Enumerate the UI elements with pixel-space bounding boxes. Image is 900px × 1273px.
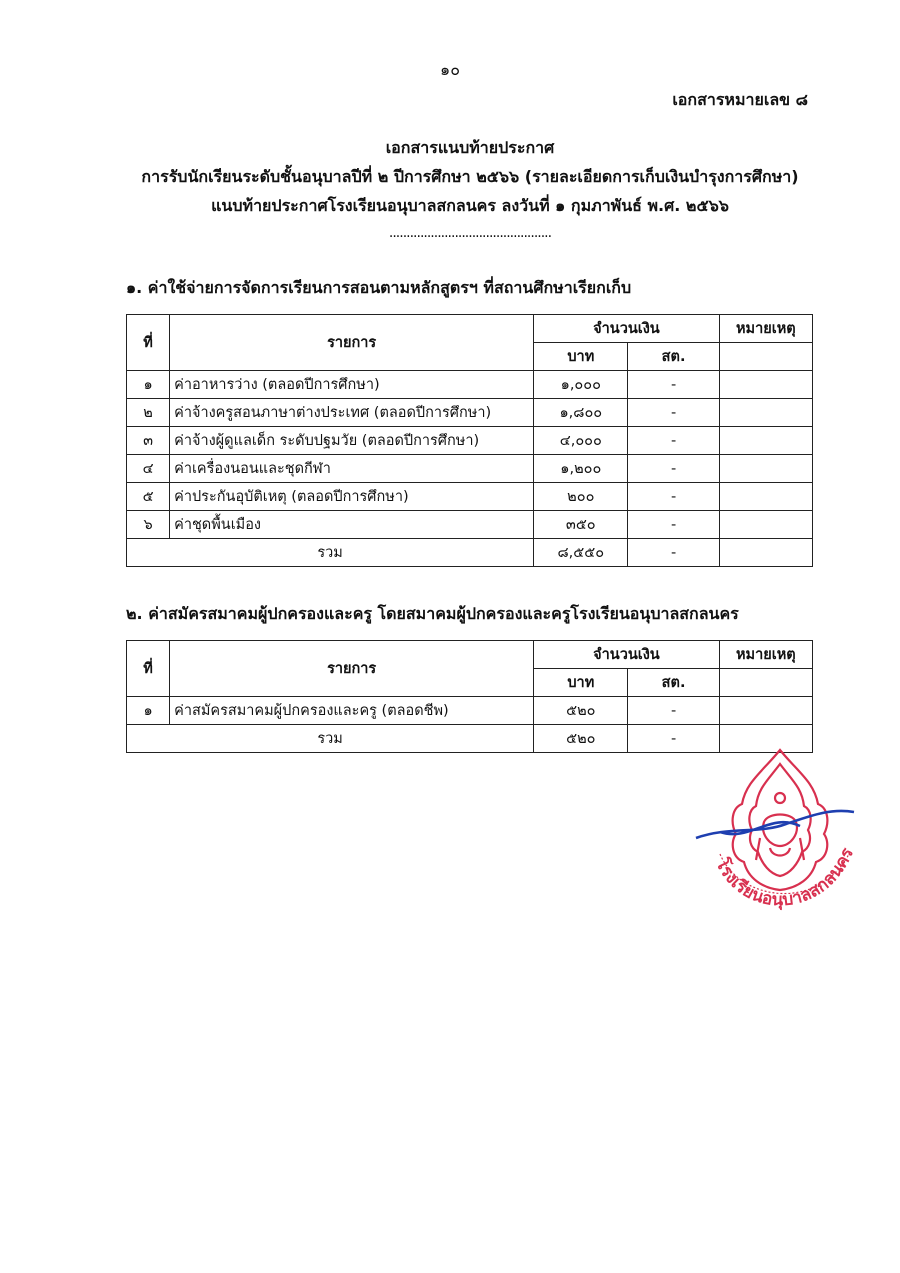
header-baht: บาท <box>534 669 628 697</box>
table-row <box>127 511 813 539</box>
header-baht: บาท <box>534 343 628 371</box>
header-no: ที่ <box>127 641 170 697</box>
row-item: ค่าชุดพื้นเมือง <box>170 511 534 539</box>
header-satang: สต. <box>628 343 719 371</box>
row-number: ๓ <box>127 427 170 455</box>
table-1-total-row <box>127 539 813 567</box>
table-row <box>127 697 813 725</box>
row-satang: - <box>628 483 719 511</box>
row-note <box>719 371 812 399</box>
total-satang: - <box>628 539 719 567</box>
row-note <box>719 511 812 539</box>
header-note-blank <box>719 343 812 371</box>
header-note: หมายเหตุ <box>719 641 812 669</box>
row-baht: ๕๒๐ <box>534 697 628 725</box>
header-amount: จำนวนเงิน <box>534 641 720 669</box>
title-line-1: เอกสารแนบท้ายประกาศ <box>385 138 555 157</box>
table-2-body <box>127 697 813 725</box>
row-baht: ๑,๐๐๐ <box>534 371 628 399</box>
row-item: ค่าอาหารว่าง (ตลอดปีการศึกษา) <box>170 371 534 399</box>
row-number: ๕ <box>127 483 170 511</box>
row-satang: - <box>628 455 719 483</box>
row-item: ค่าสมัครสมาคมผู้ปกครองและครู (ตลอดชีพ) <box>170 697 534 725</box>
table-row <box>127 483 813 511</box>
row-number: ๖ <box>127 511 170 539</box>
row-note <box>719 483 812 511</box>
row-baht: ๑,๘๐๐ <box>534 399 628 427</box>
total-satang: - <box>628 725 719 753</box>
header-item: รายการ <box>170 641 534 697</box>
row-note <box>719 427 812 455</box>
header-note-blank <box>719 669 812 697</box>
header-note: หมายเหตุ <box>719 315 812 343</box>
table-row <box>127 455 813 483</box>
total-label: รวม <box>127 725 534 753</box>
row-baht: ๔,๐๐๐ <box>534 427 628 455</box>
row-number: ๑ <box>127 371 170 399</box>
title-line-2: การรับนักเรียนระดับชั้นอนุบาลปีที่ ๒ ปีการศึกษา ๒๕๖๖ (รายละเอียดการเก็บเงินบำรุงการศึกษา) <box>141 167 799 186</box>
school-seal-stamp <box>690 742 870 932</box>
row-baht: ๒๐๐ <box>534 483 628 511</box>
row-baht: ๑,๒๐๐ <box>534 455 628 483</box>
row-number: ๔ <box>127 455 170 483</box>
row-baht: ๓๕๐ <box>534 511 628 539</box>
row-number: ๒ <box>127 399 170 427</box>
document-number: เอกสารหมายเลข ๘ <box>672 90 808 109</box>
section-1-heading: ๑. ค่าใช้จ่ายการจัดการเรียนการสอนตามหลักสูตรฯ ที่สถานศึกษาเรียกเก็บ <box>126 278 632 297</box>
total-baht: ๕๒๐ <box>534 725 628 753</box>
row-satang: - <box>628 697 719 725</box>
row-item: ค่าจ้างผู้ดูแลเด็ก ระดับปฐมวัย (ตลอดปีการศึกษา) <box>170 427 534 455</box>
table-1-body <box>127 371 813 539</box>
header-satang: สต. <box>628 669 719 697</box>
total-baht: ๘,๕๕๐ <box>534 539 628 567</box>
dotted-separator: ............................................... <box>388 225 552 241</box>
table-row <box>127 399 813 427</box>
total-label: รวม <box>127 539 534 567</box>
fee-table-1 <box>126 314 813 567</box>
row-item: ค่าจ้างครูสอนภาษาต่างประเทศ (ตลอดปีการศึกษา) <box>170 399 534 427</box>
row-note <box>719 399 812 427</box>
total-note <box>719 539 812 567</box>
page-number: ๑๐ <box>440 60 460 79</box>
section-2-heading: ๒. ค่าสมัครสมาคมผู้ปกครองและครู โดยสมาคมผู้ปกครองและครูโรงเรียนอนุบาลสกลนคร <box>126 604 739 623</box>
row-number: ๑ <box>127 697 170 725</box>
row-satang: - <box>628 371 719 399</box>
header-amount: จำนวนเงิน <box>534 315 720 343</box>
header-no: ที่ <box>127 315 170 371</box>
fee-table-2 <box>126 640 813 753</box>
row-note <box>719 697 812 725</box>
title-line-3: แนบท้ายประกาศโรงเรียนอนุบาลสกลนคร ลงวันที่ ๑ กุมภาพันธ์ พ.ศ. ๒๕๖๖ <box>211 196 729 215</box>
row-item: ค่าเครื่องนอนและชุดกีฬา <box>170 455 534 483</box>
table-row <box>127 371 813 399</box>
row-satang: - <box>628 427 719 455</box>
table-row <box>127 427 813 455</box>
row-item: ค่าประกันอุบัติเหตุ (ตลอดปีการศึกษา) <box>170 483 534 511</box>
seal-school-name: โรงเรียนอนุบาลสกลนคร <box>711 845 858 911</box>
header-item: รายการ <box>170 315 534 371</box>
row-satang: - <box>628 511 719 539</box>
row-satang: - <box>628 399 719 427</box>
row-note <box>719 455 812 483</box>
